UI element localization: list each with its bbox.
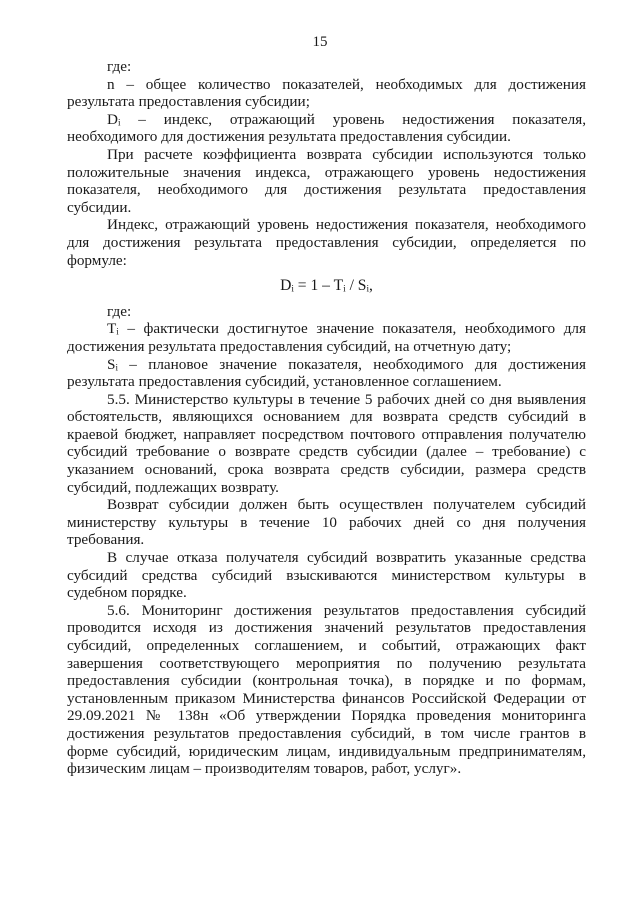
paragraph-5-6: 5.6. Мониторинг достижения результатов предоставления субсидий проводится исходя из достижения значений результатов предоставления субсидий, определенных соглашением, и событий, отражающих факт завершения соответствующего мероприятия по получению результата предоставления субсидии (контрольная точка), в порядке и по формам, установленным приказом Министерства финансов Российской Федерации от 29.09.2021 № 138н «Об утверждении Порядка проведения мониторинга достижения результатов предоставления субсидий, в том числе грантов в форме субсидий, юридическим лицам, индивидуальным предпринимателям, физическим лицам – производителям товаров, работ, услуг». [67,601,586,778]
paragraph-t-definition: Tᵢ – фактически достигнутое значение показателя, необходимого для достижения результата предоставления субсидий, на отчетную дату; [67,320,586,355]
formula: Dᵢ = 1 – Tᵢ / Sᵢ, [280,277,373,295]
paragraph-s-definition: Sᵢ – плановое значение показателя, необходимого для достижения результата предоставления субсидий, установленное соглашением. [67,355,586,391]
paragraph-d-definition: Dᵢ – индекс, отражающий уровень недостижения показателя, необходимого для достижения результата предоставления субсидии. [67,110,586,146]
paragraph-refusal: В случае отказа получателя субсидий возвратить указанные средства субсидий средства субсидий взыскиваются министерством культуры в судебном порядке. [67,549,586,602]
paragraph-n-definition: n – общее количество показателей, необходимых для достижения результата предоставления субсидии; [67,75,586,111]
paragraph-5-5: 5.5. Министерство культуры в течение 5 рабочих дней со дня выявления обстоятельств, являющихся основанием для возврата средств субсидий в краевой бюджет, направляет посредством почтового отправления получателю субсидий требование о возврате средств субсидии (далее – требование) с указанием оснований, срока возврата средств субсидии, размера средств субсидий, подлежащих возврату. [67,390,586,496]
paragraph-positive-index: При расчете коэффициента возврата субсидии используются только положительные значения индекса, отражающего уровень недостижения показателя, необходимого для достижения результата предоставления субсидии. [67,145,586,216]
document-body [67,58,586,778]
paragraph-where-1: где: [107,58,132,75]
paragraph-return-subsidy: Возврат субсидии должен быть осуществлен получателем субсидий министерству культуры в течение 10 рабочих дней со дня получения требования. [67,496,586,549]
paragraph-where-2: где: [107,302,132,320]
paragraph-index-formula-intro: Индекс, отражающий уровень недостижения показателя, необходимого для достижения результата предоставления субсидии, определяется по формуле: [67,216,586,269]
page-number: 15 [312,34,328,50]
